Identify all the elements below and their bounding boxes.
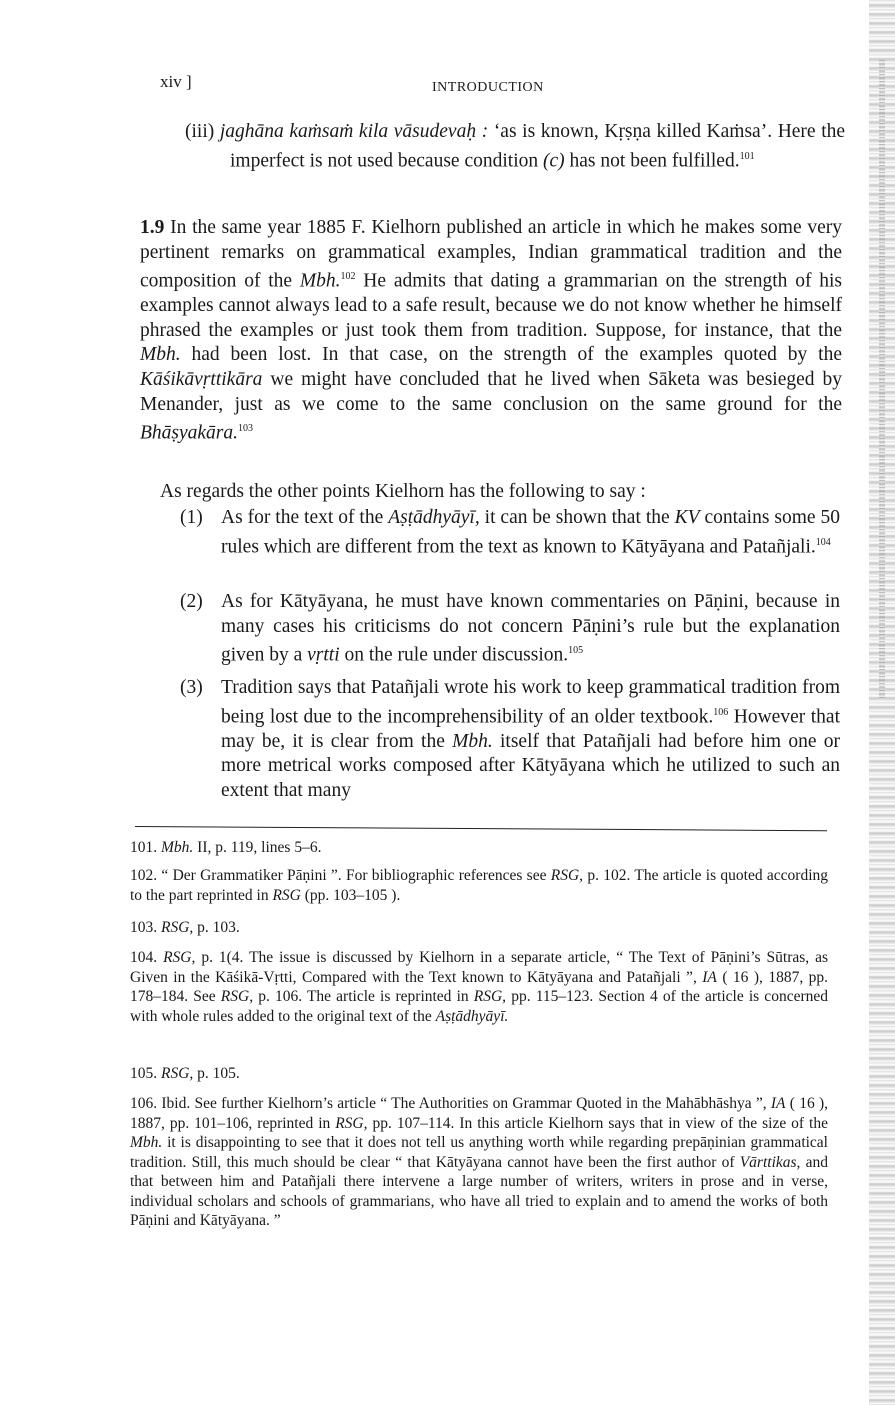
fn106-c: ( 16 ), 1887, pp. 101–106, reprinted in	[130, 1095, 828, 1132]
fn102-a: “ Der Grammatiker Pāṇini ”. For bibliographic references see	[157, 867, 551, 884]
fn104-g: RSG,	[473, 988, 507, 1005]
p1-d: KV	[674, 507, 700, 528]
footnote-101	[130, 838, 828, 858]
point-2	[180, 590, 840, 668]
p3-a: Tradition says that Patañjali wrote his work to keep grammatical tradition from being lost due to the incomprehensibility of an older textbook.	[221, 677, 840, 728]
regards-line	[160, 480, 840, 505]
p1-a: As for the text of the	[221, 507, 389, 528]
fn101-num: 101.	[130, 839, 158, 856]
fn106-b: IA	[770, 1095, 786, 1112]
footnote-ref-101: 101	[739, 150, 755, 162]
running-title: INTRODUCTION	[432, 80, 544, 95]
fn105-num: 105.	[130, 1065, 158, 1082]
sec-bhasyakara: Bhāṣyakāra.	[140, 422, 239, 444]
fn101-a: Mbh.	[161, 839, 194, 856]
footnote-ref-102: 102	[340, 271, 356, 283]
fn102-num: 102.	[130, 867, 158, 884]
fn106-e: pp. 107–114. In this article Kielhorn says that in view of the size of the	[367, 1114, 828, 1132]
item-iii-condition: (c)	[543, 150, 565, 172]
item-iii-body: ‘as is known, Kṛṣṇa killed Kaṁsa’. Here the imperfect is not used because condition	[230, 121, 846, 172]
fn104-h: pp. 115–123. Section 4 of the article is concerned with whole rules added to the original text of the	[130, 988, 828, 1025]
item-iii-label: (iii)	[185, 121, 215, 142]
item-iii-body2: has not been fulfilled.	[564, 150, 740, 172]
fn101-b: II, p. 119, lines 5–6.	[193, 839, 322, 856]
fn105-b: p. 105.	[193, 1065, 240, 1082]
regards-text: As regards the other points Kielhorn has the following to say :	[160, 481, 646, 502]
fn106-d: RSG,	[335, 1114, 368, 1132]
footnote-ref-103: 103	[238, 423, 254, 435]
fn106-num: 106.	[130, 1095, 158, 1112]
fn106-h: Vārttikas,	[739, 1153, 801, 1171]
fn104-d: ( 16 ), 1887, pp. 178–184. See	[130, 968, 828, 1005]
fn102-d: RSG	[272, 886, 301, 904]
page-header	[160, 72, 860, 102]
p2-b: vṛtti	[307, 644, 340, 666]
footnote-106	[130, 1094, 828, 1231]
item-iii	[185, 120, 845, 174]
fn106-i: and that between him and Patañjali there intervene a large number of writers, writers in prose and in verse, individual scholars and schools of grammarians, who have all tried to explain and to amend the works of both Pāṇini and Kātyāyana. ”	[130, 1153, 828, 1229]
section-number: 1.9	[140, 217, 165, 238]
footnote-103	[130, 918, 828, 938]
fn104-a: RSG,	[163, 949, 196, 966]
point-2-number: (2)	[180, 591, 203, 612]
point-1-text	[180, 506, 840, 560]
fn102-b: RSG,	[550, 867, 584, 884]
footnote-ref-105: 105	[568, 645, 584, 657]
page-edge-shadow-inner	[879, 60, 885, 700]
point-3	[180, 676, 840, 803]
footnote-102	[130, 866, 828, 905]
section-1-9	[140, 216, 842, 446]
point-3-number: (3)	[180, 677, 203, 698]
point-1-number: (1)	[180, 507, 203, 528]
p3-b: However that may be, it is clear from the	[221, 706, 840, 752]
fn105-a: RSG,	[161, 1065, 194, 1082]
fn104-num: 104.	[130, 949, 158, 966]
footnote-divider	[135, 826, 827, 831]
footnote-ref-104: 104	[815, 536, 831, 548]
fn103-b: p. 103.	[193, 919, 240, 936]
p1-c: it can be shown that the	[479, 507, 675, 528]
sec-mbh2: Mbh.	[140, 344, 181, 366]
item-iii-text	[185, 120, 845, 174]
p1-e: contains some 50 rules which are different from the text as known to Kātyāyana and Patañjali.	[221, 507, 840, 558]
fn102-c: p. 102. The article is quoted according to the part reprinted in	[130, 867, 829, 904]
fn106-f: Mbh.	[130, 1134, 163, 1151]
footnote-ref-106: 106	[713, 706, 729, 718]
fn104-c: IA	[702, 968, 717, 986]
section-1-9-paragraph	[140, 216, 842, 446]
p2-c: on the rule under discussion.	[339, 644, 569, 666]
p3-c: Mbh.	[452, 730, 493, 752]
sec-part2: He admits that dating a grammarian on the strength of his examples cannot always lead to a safe result, because we do not know whether he himself phrased the examples or just took them from tradition. Suppose, for instance, that the	[140, 270, 842, 341]
sec-kasika: Kāśikāvṛttikāra	[140, 369, 263, 391]
page-number: xiv ]	[160, 72, 192, 91]
footnote-105	[130, 1064, 828, 1084]
fn104-i: Aṣṭādhyāyī.	[435, 1007, 509, 1025]
sec-mbh: Mbh.	[299, 270, 341, 292]
p1-b: Aṣṭādhyāyī,	[388, 507, 480, 528]
fn104-f: p. 106. The article is reprinted in	[253, 988, 474, 1005]
fn104-e: RSG,	[220, 988, 254, 1005]
p2-a: As for Kātyāyana, he must have known commentaries on Pāṇini, because in many cases his criticisms do not concern Pāṇini’s rule but the explanation given by a	[221, 591, 840, 666]
sec-part1: In the same year 1885 F. Kielhorn published an article in which he makes some very pertinent remarks on grammatical examples, Indian grammatical tradition and the composition of the	[140, 217, 842, 292]
fn102-e: (pp. 103–105 ).	[300, 886, 401, 904]
p3-d: itself that Patañjali had before him one or more metrical works composed after Kātyāyana which he utilized to such an extent that many	[221, 730, 840, 801]
sec-part4: we might have concluded that he lived when Sāketa was besieged by Menander, just as we come to the same conclusion on the same ground for the	[140, 369, 842, 415]
fn106-a: Ibid. See further Kielhorn’s article “ The Authorities on Grammar Quoted in the Mahābhāshya ”,	[157, 1095, 771, 1112]
item-iii-sanskrit: jaghāna kaṁsaṁ kila vāsudevaḥ :	[219, 121, 489, 142]
fn103-num: 103.	[130, 919, 158, 936]
fn104-b: p. 1(4. The issue is discussed by Kielhorn in a separate article, “ The Text of Pāṇini’s Sūtras, as Given in the Kāśikā-Vṛtti, Compared with the Text known to Kātyāyana and Patañjali ”,	[130, 949, 829, 986]
point-1	[180, 506, 840, 560]
footnote-104	[130, 948, 828, 1026]
point-3-text	[180, 676, 840, 803]
fn106-g: it is disappointing to see that it does not tell us anything worth while regarding prepāṇinian grammatical tradition. Still, this much should be clear “ that Kātyāyana cannot have been the first author of	[130, 1134, 828, 1171]
sec-part3: had been lost. In that case, on the strength of the examples quoted by the	[180, 344, 842, 366]
fn103-a: RSG,	[161, 919, 194, 936]
point-2-text	[180, 590, 840, 668]
